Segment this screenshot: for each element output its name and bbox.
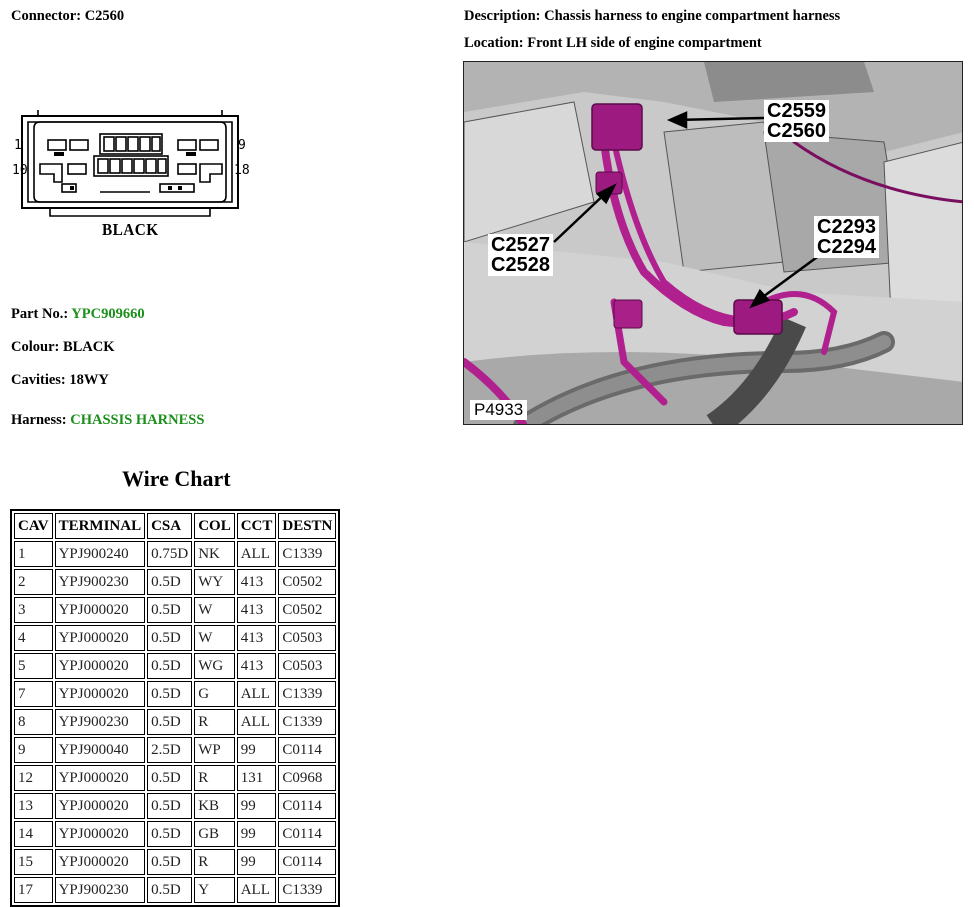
cell-cct: 413 [237, 597, 277, 623]
cell-col: NK [194, 541, 235, 567]
header-cav: CAV [14, 513, 53, 539]
header-cct: CCT [237, 513, 277, 539]
cell-cct: ALL [237, 877, 277, 903]
connector-label: Connector: [11, 8, 82, 24]
wire-chart-container [10, 509, 340, 907]
cavities-value: 18WY [69, 372, 109, 388]
cell-col: Y [194, 877, 235, 903]
location-label: Location: [464, 35, 524, 51]
cell-cct: ALL [237, 709, 277, 735]
wire-chart-title: Wire Chart [122, 466, 231, 491]
cell-cct: 413 [237, 569, 277, 595]
callout-1-line-1: C2559 [767, 100, 826, 122]
cell-cav: 12 [14, 765, 53, 791]
cell-col: KB [194, 793, 235, 819]
cavities-line [11, 372, 109, 389]
cell-csa: 0.5D [147, 765, 192, 791]
cell-destn: C0114 [278, 793, 336, 819]
table-row [14, 709, 336, 735]
callout-3-line-2: C2294 [817, 236, 876, 258]
callout-3-line-1: C2293 [817, 216, 876, 238]
cell-cav: 15 [14, 849, 53, 875]
cell-terminal: YPJ900230 [55, 569, 146, 595]
cell-csa: 0.75D [147, 541, 192, 567]
cell-destn: C0968 [278, 765, 336, 791]
header-terminal: TERMINAL [55, 513, 146, 539]
cell-col: G [194, 681, 235, 707]
callout-c2527-c2528 [488, 234, 553, 276]
cell-cct: 413 [237, 625, 277, 651]
cell-col: R [194, 709, 235, 735]
cell-cav: 17 [14, 877, 53, 903]
cell-cav: 5 [14, 653, 53, 679]
cell-cav: 13 [14, 793, 53, 819]
cell-cav: 4 [14, 625, 53, 651]
cell-destn: C0502 [278, 597, 336, 623]
wire-chart-body [14, 541, 336, 903]
cell-cav: 1 [14, 541, 53, 567]
wire-chart-table [10, 509, 340, 907]
cell-csa: 0.5D [147, 877, 192, 903]
cell-col: W [194, 597, 235, 623]
cell-terminal: YPJ000020 [55, 653, 146, 679]
cell-destn: C1339 [278, 709, 336, 735]
location-line [464, 35, 762, 52]
cell-csa: 0.5D [147, 821, 192, 847]
cell-terminal: YPJ900040 [55, 737, 146, 763]
cell-destn: C1339 [278, 877, 336, 903]
cell-terminal: YPJ000020 [55, 625, 146, 651]
cell-terminal: YPJ000020 [55, 821, 146, 847]
cell-csa: 0.5D [147, 793, 192, 819]
wire-chart-header-row [14, 513, 336, 539]
colour-line [11, 339, 115, 356]
table-row [14, 793, 336, 819]
cavities-label: Cavities: [11, 372, 66, 388]
cell-cct: ALL [237, 681, 277, 707]
table-row [14, 737, 336, 763]
cell-cct: 99 [237, 849, 277, 875]
table-row [14, 765, 336, 791]
callout-c2293-c2294 [814, 216, 879, 258]
part-no-value: YPC909660 [71, 306, 145, 322]
pin-number-1: 1 [14, 138, 22, 153]
cell-csa: 0.5D [147, 849, 192, 875]
cell-destn: C1339 [278, 541, 336, 567]
header-csa: CSA [147, 513, 192, 539]
cell-cct: 99 [237, 793, 277, 819]
cell-csa: 0.5D [147, 709, 192, 735]
description-label: Description: [464, 8, 541, 24]
cell-csa: 0.5D [147, 569, 192, 595]
harness-value: CHASSIS HARNESS [70, 412, 205, 428]
figure-id: P4933 [470, 400, 527, 420]
cell-terminal: YPJ000020 [55, 597, 146, 623]
cell-col: WY [194, 569, 235, 595]
cell-cav: 2 [14, 569, 53, 595]
cell-csa: 2.5D [147, 737, 192, 763]
cell-col: R [194, 765, 235, 791]
table-row [14, 681, 336, 707]
cell-destn: C0114 [278, 737, 336, 763]
cell-csa: 0.5D [147, 625, 192, 651]
cell-terminal: YPJ000020 [55, 681, 146, 707]
pin-number-18: 18 [234, 163, 250, 178]
callout-c2559-c2560 [764, 100, 829, 142]
cell-col: WG [194, 653, 235, 679]
cell-terminal: YPJ900230 [55, 877, 146, 903]
cell-cav: 3 [14, 597, 53, 623]
pin-number-9: 9 [238, 138, 246, 153]
callout-2-line-2: C2528 [491, 254, 550, 276]
cell-csa: 0.5D [147, 681, 192, 707]
cell-destn: C0114 [278, 821, 336, 847]
callout-2-line-1: C2527 [491, 234, 550, 256]
cell-cct: 131 [237, 765, 277, 791]
cell-cct: 99 [237, 821, 277, 847]
table-row [14, 877, 336, 903]
colour-label: Colour: [11, 339, 60, 355]
cell-col: R [194, 849, 235, 875]
description-value: Chassis harness to engine compartment harness [544, 8, 841, 24]
cell-terminal: YPJ000020 [55, 849, 146, 875]
harness-label: Harness: [11, 412, 67, 428]
table-row [14, 569, 336, 595]
table-row [14, 541, 336, 567]
table-row [14, 821, 336, 847]
callout-1-line-2: C2560 [767, 120, 826, 142]
harness-line [11, 412, 204, 429]
cell-cct: 413 [237, 653, 277, 679]
cell-csa: 0.5D [147, 653, 192, 679]
connector-face-diagram [10, 108, 260, 248]
cell-cav: 7 [14, 681, 53, 707]
description-line [464, 8, 840, 25]
cell-destn: C1339 [278, 681, 336, 707]
connector-line [11, 8, 124, 25]
colour-value: BLACK [62, 339, 115, 355]
part-no-line [11, 306, 145, 323]
connector-value: C2560 [84, 8, 125, 24]
diagram-colour-label: BLACK [102, 220, 159, 239]
header-destn: DESTN [278, 513, 336, 539]
cell-cct: ALL [237, 541, 277, 567]
cell-terminal: YPJ000020 [55, 793, 146, 819]
location-photo [463, 61, 963, 425]
location-value: Front LH side of engine compartment [527, 35, 762, 51]
cell-csa: 0.5D [147, 597, 192, 623]
pin-number-10: 10 [12, 163, 28, 178]
cell-col: GB [194, 821, 235, 847]
cell-cav: 14 [14, 821, 53, 847]
cell-terminal: YPJ900240 [55, 541, 146, 567]
part-no-label: Part No.: [11, 306, 69, 322]
cell-cav: 8 [14, 709, 53, 735]
cell-destn: C0503 [278, 653, 336, 679]
cell-cct: 99 [237, 737, 277, 763]
table-row [14, 653, 336, 679]
cell-terminal: YPJ000020 [55, 765, 146, 791]
header-col: COL [194, 513, 235, 539]
cell-destn: C0503 [278, 625, 336, 651]
table-row [14, 597, 336, 623]
cell-cav: 9 [14, 737, 53, 763]
table-row [14, 849, 336, 875]
cell-terminal: YPJ900230 [55, 709, 146, 735]
table-row [14, 625, 336, 651]
cell-destn: C0114 [278, 849, 336, 875]
cell-destn: C0502 [278, 569, 336, 595]
cell-col: W [194, 625, 235, 651]
cell-col: WP [194, 737, 235, 763]
